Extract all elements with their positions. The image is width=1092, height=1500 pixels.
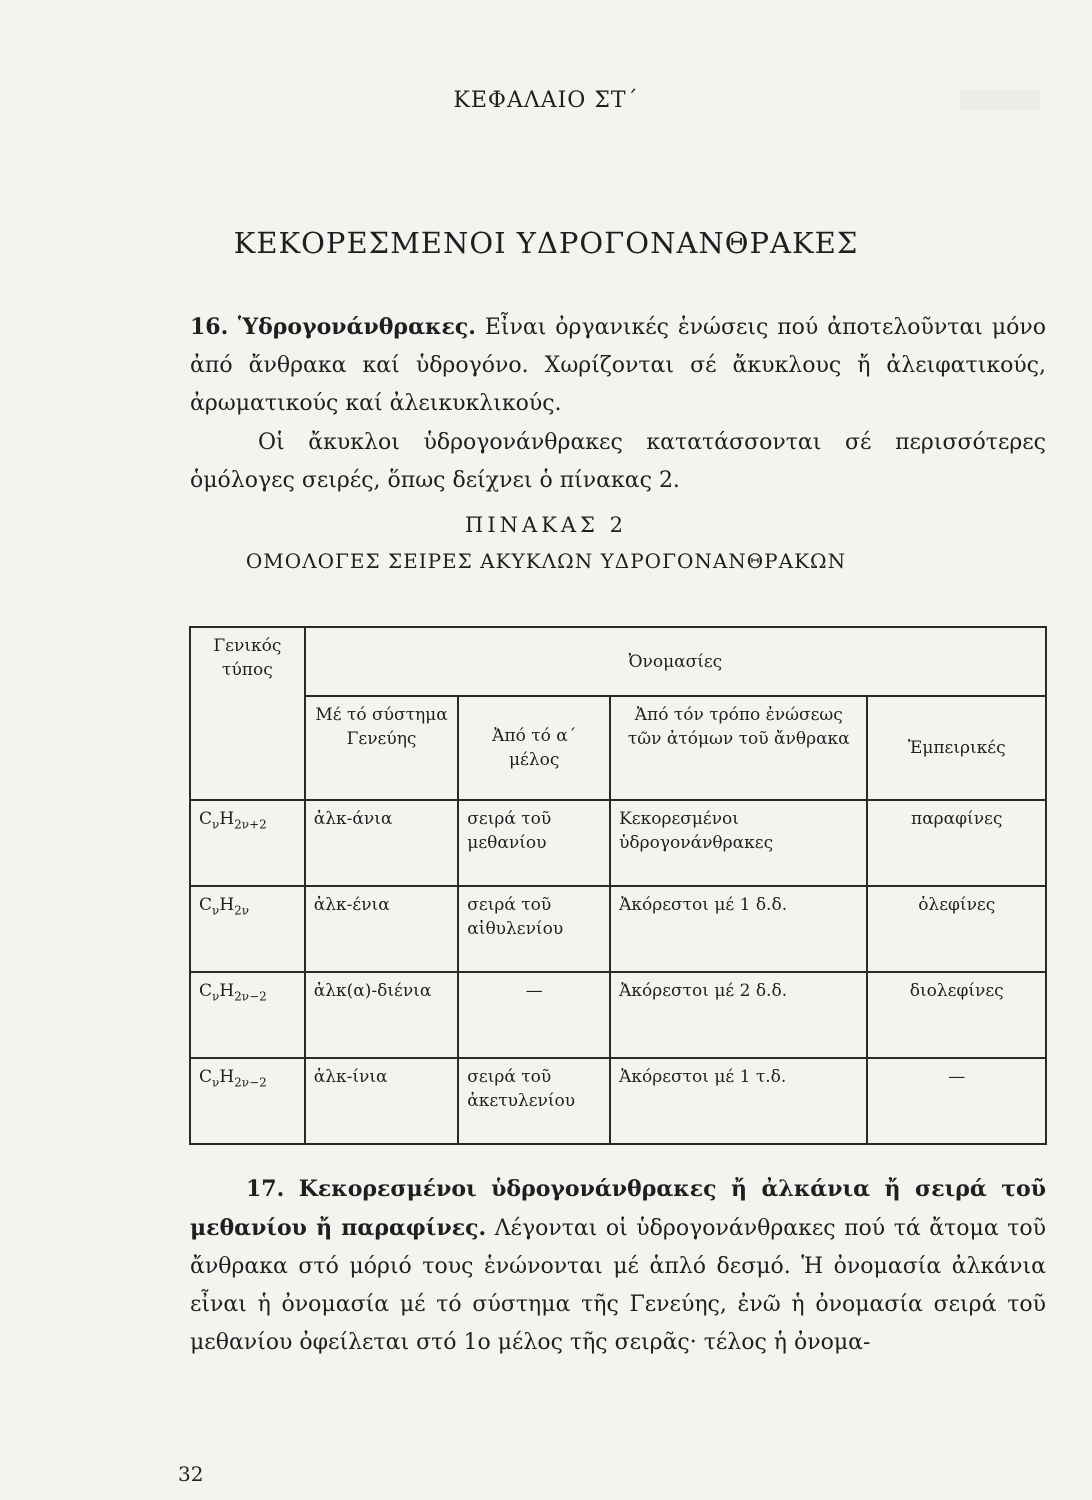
section-16-heading: 16. Ὑδρογονάνθρακες. <box>190 314 476 340</box>
section-17-paragraph <box>190 1170 1046 1362</box>
table-row <box>190 1058 1046 1144</box>
geneva-name-cell: ἀλκ(α)-διένια <box>305 972 459 1058</box>
empirical-name-cell: παραφίνες <box>867 800 1046 886</box>
header-names: Ὀνομασίες <box>305 627 1046 696</box>
section-16-text: Εἶναι ὀργανικές ἑνώσεις πού ἀποτελοῦνται μόνο ἀπό ἄνθρακα καί ὑδρογόνο. Χωρίζονται σέ ἄκυκλους ἤ ἀλειφατικούς, ἀρωματικούς καί ἀλεικυκλικούς. <box>190 315 1046 416</box>
first-member-cell: σειρά τοῦ αἰθυλενίου <box>458 886 610 972</box>
table-subcaption: ΟΜΟΛΟΓΕΣ ΣΕΙΡΕΣ ΑΚΥΚΛΩΝ ΥΔΡΟΓΟΝΑΝΘΡΑΚΩΝ <box>245 549 847 573</box>
header-first-member: Ἀπό τό α΄ μέλος <box>458 696 610 800</box>
table-caption: ΠΙΝΑΚΑΣ 2 <box>465 513 627 537</box>
empirical-name-cell: διολεφίνες <box>867 972 1046 1058</box>
bond-type-cell: Ἀκόρεστοι μέ 1 τ.δ. <box>610 1058 867 1144</box>
geneva-name-cell: ἀλκ-άνια <box>305 800 459 886</box>
formula-cell: $C_\nu H_{2\nu-2}$ <box>190 972 305 1058</box>
table-row <box>190 972 1046 1058</box>
geneva-name-cell: ἀλκ-ένια <box>305 886 459 972</box>
bond-type-cell: Ἀκόρεστοι μέ 1 δ.δ. <box>610 886 867 972</box>
header-geneva: Μέ τό σύστημα Γενεύης <box>305 696 459 800</box>
formula-cell: $C_\nu H_{2\nu}$ <box>190 886 305 972</box>
formula-cell: $C_\nu H_{2\nu-2}$ <box>190 1058 305 1144</box>
table-row <box>190 800 1046 886</box>
empirical-name-cell: — <box>867 1058 1046 1144</box>
page-title: ΚΕΚΟΡΕΣΜΕΝΟΙ ΥΔΡΟΓΟΝΑΝΘΡΑΚΕΣ <box>233 226 859 260</box>
table-row <box>190 886 1046 972</box>
section-17-text: Λέγονται οἱ ὑδρογονάνθρακες πού τά ἄτομα τοῦ ἄνθρακα στό μόριό τους ἑνώνονται μέ ἁπλό δεσμό. Ἡ ὀνομασία ἀλκάνια εἶναι ἡ ὀνομασία μέ τό σύστημα τῆς Γενεύης, ἐνῶ ἡ ὀνομασία σειρά τοῦ μεθανίου ὀφείλεται στό 1ο μέλος τῆς σειρᾶς· τέλος ἡ ὀνομα- <box>190 1216 1046 1355</box>
formula-cell: $C_\nu H_{2\nu+2}$ <box>190 800 305 886</box>
bond-type-cell: Κεκορεσμένοι ὑδρογονάνθρακες <box>610 800 867 886</box>
section-17-heading: 17. Κεκορεσμένοι ὑδρογονάνθρακες ἤ ἀλκάνια ἤ σειρά τοῦ μεθανίου ἤ παραφίνες. <box>190 1176 1046 1241</box>
homologous-series-table <box>189 626 1047 1145</box>
page-number: 32 <box>178 1462 204 1486</box>
header-empirical: Ἐμπειρικές <box>867 696 1046 800</box>
first-member-cell: — <box>458 972 610 1058</box>
section-16-paragraph-2: Οἱ ἄκυκλοι ὑδρογονάνθρακες κατατάσσονται σέ περισσότερες ὁμόλογες σειρές, ὅπως δείχνει ὁ πίνακας 2. <box>190 430 1046 493</box>
geneva-name-cell: ἀλκ-ίνια <box>305 1058 459 1144</box>
section-16-paragraph <box>190 308 1046 423</box>
first-member-cell: σειρά τοῦ μεθανίου <box>458 800 610 886</box>
empirical-name-cell: ὀλεφίνες <box>867 886 1046 972</box>
bond-type-cell: Ἀκόρεστοι μέ 2 δ.δ. <box>610 972 867 1058</box>
header-general-type: Γενικός τύπος <box>190 627 305 800</box>
table-header-row <box>190 627 1046 696</box>
header-bond-type: Ἀπό τόν τρόπο ἐνώσεως τῶν ἀτόμων τοῦ ἄνθρακα <box>610 696 867 800</box>
table-subheader-row <box>190 696 1046 800</box>
first-member-cell: σειρά τοῦ ἀκετυλενίου <box>458 1058 610 1144</box>
chapter-heading: ΚΕΦΑΛΑΙΟ ΣΤ΄ <box>453 88 639 113</box>
